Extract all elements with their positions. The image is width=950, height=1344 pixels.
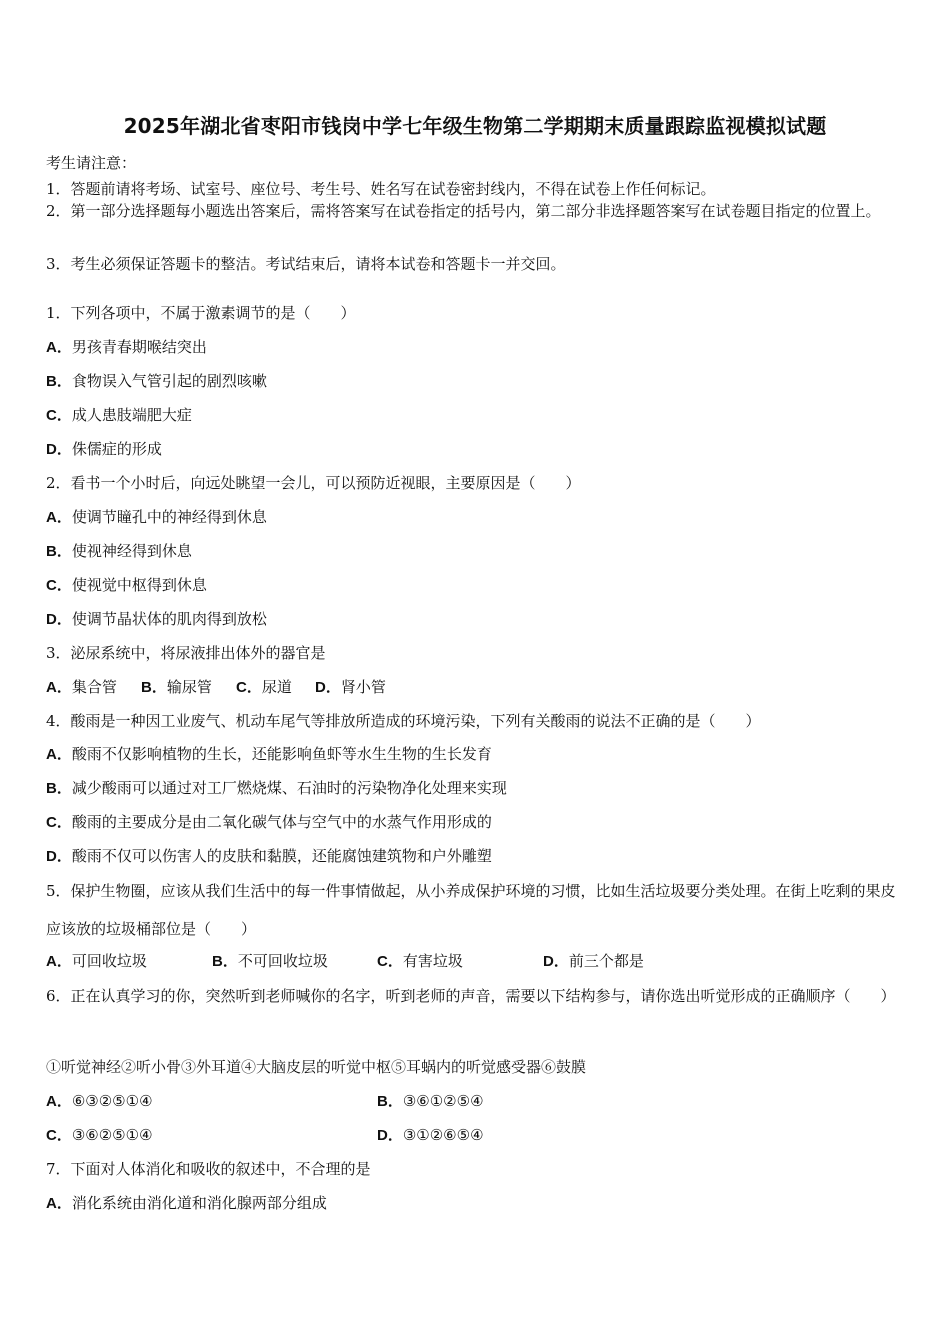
option-a [46,1090,153,1111]
option-label: B． [46,373,72,390]
option-label: D． [315,679,341,696]
option-b [46,540,192,561]
option-text: 消化系统由消化道和消化腺两部分组成 [71,1194,327,1212]
option-a [46,336,207,357]
option-label: D． [377,1127,403,1144]
option-text: 肾小管 [340,678,386,696]
option-text: 减少酸雨可以通过对工厂燃烧煤、石油时的污染物净化处理来实现 [71,779,507,797]
option-b [46,370,267,391]
option-text: 不可回收垃圾 [237,952,328,970]
option-text: 成人患肢端肥大症 [71,406,192,424]
option-label: D． [543,953,569,970]
option-text: ⑥③②⑤①④ [71,1092,153,1110]
option-label: B． [212,953,238,970]
option-a [46,950,147,971]
option-a [46,1192,327,1213]
question-stem: 1．下列各项中，不属于激素调节的是（ ） [46,304,356,322]
option-text: 可回收垃圾 [71,952,147,970]
option-b [46,777,507,798]
option-text: ③⑥①②⑤④ [402,1092,484,1110]
option-label: C． [377,953,403,970]
option-text: ③⑥②⑤①④ [71,1126,153,1144]
question-stem: 5．保护生物圈，应该从我们生活中的每一件事情做起，从小养成保护环境的习惯，比如生活垃圾要分类处理。在街上吃剩的果皮应该放的垃圾桶部位是（ ） [46,882,896,938]
option-text: 使视神经得到休息 [71,542,192,560]
option-text: 使视觉中枢得到休息 [71,576,207,594]
question-stem: 6．正在认真学习的你，突然听到老师喊你的名字，听到老师的声音，需要以下结构参与，请你选出听觉形成的正确顺序（ ） [46,987,896,1005]
option-label: C． [46,407,72,424]
option-d [46,438,162,459]
option-c [46,404,192,425]
option-c [377,950,463,971]
option-c [236,676,292,697]
option-text: 前三个都是 [568,952,644,970]
notice-item: 3．考生必须保证答题卡的整洁。考试结束后，请将本试卷和答题卡一并交回。 [46,255,566,273]
option-label: B． [46,543,72,560]
option-label: C． [46,1127,72,1144]
option-d [377,1124,484,1145]
option-text: ③①②⑥⑤④ [402,1126,484,1144]
option-b [377,1090,484,1111]
question-stem: 2．看书一个小时后，向远处眺望一会儿，可以预防近视眼，主要原因是（ ） [46,474,581,492]
option-label: A． [46,953,72,970]
option-text: 男孩青春期喉结突出 [71,338,207,356]
option-label: D． [46,611,72,628]
question-stem: 7．下面对人体消化和吸收的叙述中，不合理的是 [46,1160,371,1178]
option-text: 尿道 [261,678,292,696]
option-text: 侏儒症的形成 [71,440,162,458]
option-label: A． [46,746,72,763]
option-a [46,676,117,697]
option-text: 食物误入气管引起的剧烈咳嗽 [71,372,267,390]
option-label: A． [46,339,72,356]
option-text: 有害垃圾 [402,952,463,970]
option-b [141,676,212,697]
option-text: 使调节晶状体的肌肉得到放松 [71,610,267,628]
option-d [315,676,386,697]
option-d [543,950,644,971]
option-text: 输尿管 [166,678,212,696]
question-subtext: ①听觉神经②听小骨③外耳道④大脑皮层的听觉中枢⑤耳蜗内的听觉感受器⑥鼓膜 [46,1058,587,1076]
option-c [46,811,492,832]
option-text: 使调节瞳孔中的神经得到休息 [71,508,267,526]
option-label: C． [236,679,262,696]
option-label: A． [46,679,72,696]
notice-item: 1．答题前请将考场、试室号、座位号、考生号、姓名写在试卷密封线内，不得在试卷上作任何标记。 [46,180,716,198]
option-label: C． [46,577,72,594]
option-d [46,608,267,629]
option-label: D． [46,848,72,865]
option-label: D． [46,441,72,458]
option-a [46,506,267,527]
option-text: 酸雨不仅影响植物的生长，还能影响鱼虾等水生生物的生长发育 [71,745,492,763]
notice-item: 2．第一部分选择题每小题选出答案后，需将答案写在试卷指定的括号内，第二部分非选择题答案写在试卷题目指定的位置上。 [46,202,881,220]
option-b [212,950,328,971]
question-stem: 4．酸雨是一种因工业废气、机动车尾气等排放所造成的环境污染，下列有关酸雨的说法不正确的是（ ） [46,712,761,730]
question-stem: 3．泌尿系统中，将尿液排出体外的器官是 [46,644,326,662]
option-label: A． [46,509,72,526]
page-title: 2025年湖北省枣阳市钱岗中学七年级生物第二学期期末质量跟踪监视模拟试题 [123,114,827,138]
option-c [46,574,207,595]
option-text: 酸雨的主要成分是由二氧化碳气体与空气中的水蒸气作用形成的 [71,813,492,831]
option-label: B． [46,780,72,797]
option-a [46,743,492,764]
option-label: A． [46,1195,72,1212]
option-d [46,845,492,866]
option-c [46,1124,153,1145]
option-text: 集合管 [71,678,117,696]
option-label: B． [377,1093,403,1110]
option-label: C． [46,814,72,831]
option-text: 酸雨不仅可以伤害人的皮肤和黏膜，还能腐蚀建筑物和户外雕塑 [71,847,492,865]
option-label: A． [46,1093,72,1110]
notice-heading: 考生请注意： [46,154,137,172]
option-label: B． [141,679,167,696]
